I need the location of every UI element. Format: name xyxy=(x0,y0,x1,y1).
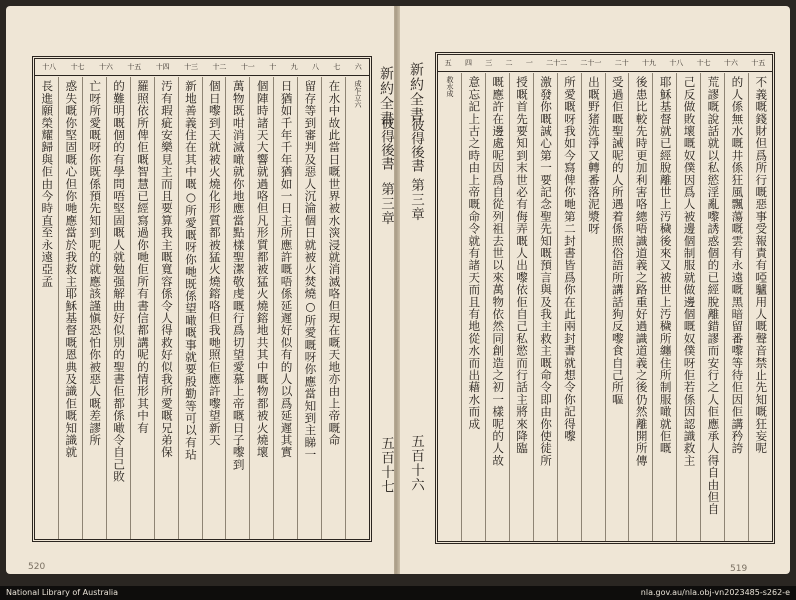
library-footer xyxy=(0,586,796,600)
text-column: 的人係無水嘅井係狂風飄蕩嘅雲有永遠嘅黑暗留番嚟等待佢因佢講矜誇 xyxy=(724,73,748,541)
column-number: 八 xyxy=(311,63,319,71)
column-number: 十六 xyxy=(98,63,113,71)
column-number: 十五 xyxy=(127,63,142,71)
pencil-page-mark: 519 xyxy=(730,564,748,574)
column-number: 四 xyxy=(464,59,472,67)
library-credit: National Library of Australia xyxy=(6,588,119,597)
text-column: 萬物既咁消滅噉就你地應當點樣聖潔敬虔嘅行爲切望愛慕上帝嘅日子嚟到 xyxy=(225,77,249,539)
text-frame xyxy=(435,52,775,544)
text-column: 受過佢嘅聖誡呢的人所遇着係照俗語所講話狗反嚟食自己所嘔 xyxy=(605,73,629,541)
text-column: 耶穌基督就已經脫離世上汚穢後來又被世上汚穢所纏住所制服噉就佢嘅 xyxy=(652,73,676,541)
text-column: 在水中故此當日嘅世界被水㴱浸就消滅咯但現在嘅天地亦由上帝嘅命 xyxy=(321,77,345,539)
column-number-strip xyxy=(438,55,772,72)
text-column: 亡呀所愛嘅呀你既係預先知到呢的就應該謹愼恐怕你被惡人嘅差謬所 xyxy=(82,77,106,539)
left-page xyxy=(6,6,394,574)
text-column: 荒謬嘅說話就以私慾淫亂嚟誘惑個的已經脫離錯謬而安行之人佢應承人得自由但自 xyxy=(700,73,724,541)
text-column: 的難明嘅個的有學問唔堅固嘅人就勉强解曲好似別的聖書佢都係噉令自己敗 xyxy=(106,77,130,539)
running-head-book-name: 彼得後書 xyxy=(408,118,424,172)
column-number: 十八 xyxy=(669,59,684,67)
text-column: 惑失嘅你堅固嘅心但你哋應當於我救主耶穌基督嘅恩典及識佢嘅知識就 xyxy=(58,77,82,539)
column-number: 一 xyxy=(525,59,533,67)
text-columns xyxy=(35,77,369,539)
column-number: 十九 xyxy=(642,59,657,67)
text-column: 汚有瑕疵安樂見主而且要算我主嘅寬容係令人得救好似我所愛嘅兄弟保 xyxy=(154,77,178,539)
text-column: 激發你嘅誠心第一要記念聖先知嘅預言與及我主救主嘅命令即由你使徒所 xyxy=(533,73,557,541)
text-column: 己反做敗壞嘅奴僕因爲人被邊個制服就做邊個嘅奴僕呀佢若係因認識救主 xyxy=(676,73,700,541)
column-number: 三 xyxy=(485,59,493,67)
text-column: 意忘記上古之時由上帝嘅命令就有諸天而且有地從水而出藉水而成 xyxy=(461,73,485,541)
text-column: 羅照依所俾佢嘅智慧已經寫過你哋佢所有書信都講呢的情形其中有 xyxy=(130,77,154,539)
folio-number: 五百十六 xyxy=(408,434,424,492)
text-column: 授嘅首先要知到末世必有侮弄嘅人出嚟依佢自己私慾而行話主將來降臨 xyxy=(509,73,533,541)
column-number: 六 xyxy=(354,63,362,71)
column-number: 十八 xyxy=(42,63,57,71)
column-number: 十七 xyxy=(70,63,85,71)
running-head-chapter: 第三章 xyxy=(378,182,394,226)
text-column: 新地善義住在其中嘅○所愛嘅呀你哋既係望噉嘅事就要殷勤等可以有玷 xyxy=(178,77,202,539)
running-head-chapter: 第三章 xyxy=(408,178,424,222)
column-number: 七 xyxy=(333,63,341,71)
text-column-note: 成乍立六 xyxy=(345,77,369,539)
column-number: 二十二 xyxy=(546,59,568,67)
text-column: 個日嚟到天就被火燒化形質都被猛火燒鎔咯但我哋照佢應許嚟望新天 xyxy=(202,77,226,539)
column-number: 十六 xyxy=(723,59,738,67)
text-columns xyxy=(438,73,772,541)
running-head-book-title: 新約全書 xyxy=(378,66,394,126)
column-number: 十四 xyxy=(155,63,170,71)
column-number: 十二 xyxy=(212,63,227,71)
column-number: 二十 xyxy=(614,59,629,67)
column-number: 九 xyxy=(290,63,298,71)
text-column: 個陣時諸天大響就過咯但凡形質都被猛火燒鎔地共其中嘅物都被火燒壞 xyxy=(249,77,273,539)
text-column: 嘅應許在邊處呢因爲自從列祖去世以來萬物依然同創造之初一樣呢的人故 xyxy=(485,73,509,541)
column-number-strip xyxy=(35,59,369,76)
text-column: 出嘅野猪洗淨又轉番落泥漿呀 xyxy=(581,73,605,541)
text-column: 不義嘅錢財但爲所行嘅惡事受報責有啞驢用人嘅聲音禁止先知嘅狂妄呢 xyxy=(748,73,772,541)
column-number: 十三 xyxy=(184,63,199,71)
text-column-note: 救水成 xyxy=(446,76,455,97)
text-frame xyxy=(32,56,372,542)
text-column: 後患比較先時更加利害咯總唔識道義之路重好過識道義之後仍然離開所傳 xyxy=(628,73,652,541)
right-page xyxy=(398,6,790,574)
text-column: 留存等到審判及惡人沉淪個日就被火焚燒○所愛嘅呀你應當知到主睇一 xyxy=(297,77,321,539)
text-column: 長進願榮耀歸與佢由今時直至永遠亞孟 xyxy=(40,80,55,288)
text-column: 所愛嘅呀我如今寫俾你哋第二封書皆爲你在此兩封書就想令你記得嚟 xyxy=(557,73,581,541)
column-number: 二 xyxy=(505,59,513,67)
running-head-book-name: 彼得後書 xyxy=(378,116,394,170)
running-head-book-title: 新約全書 xyxy=(408,62,424,122)
column-number: 十五 xyxy=(751,59,766,67)
pencil-page-mark: 520 xyxy=(28,562,46,572)
text-column: 日猶如千年千年猶如一日主所應許嘅唔係延遲好似有的人以爲延遲其實 xyxy=(273,77,297,539)
column-number: 十七 xyxy=(696,59,711,67)
column-number: 十 xyxy=(269,63,277,71)
column-number: 二十一 xyxy=(580,59,602,67)
library-url: nla.gov.au/nla.obj-vn2023485-s262-e xyxy=(640,588,790,597)
column-number: 十一 xyxy=(240,63,255,71)
folio-number: 五百十七 xyxy=(378,436,394,494)
column-number: 五 xyxy=(444,59,452,67)
